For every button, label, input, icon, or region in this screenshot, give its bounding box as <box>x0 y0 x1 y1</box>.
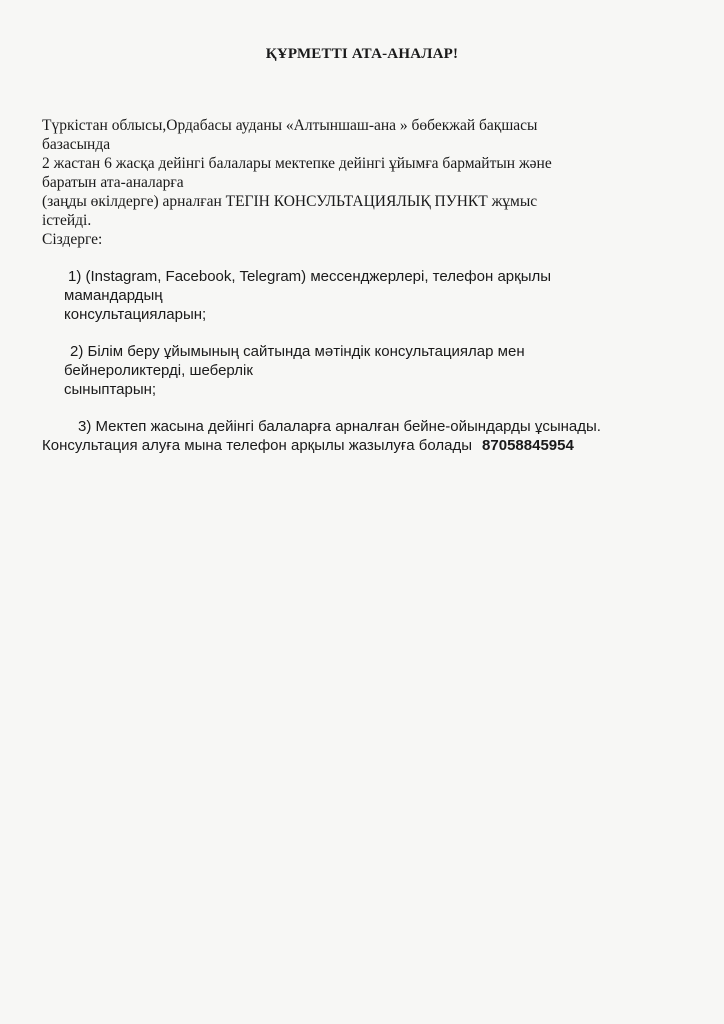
phone-number: 87058845954 <box>482 437 574 454</box>
list-item-3 <box>42 417 642 436</box>
list-item-line: мамандардың <box>64 287 163 304</box>
list-item-line: 3) Мектеп жасына дейінгі балаларға арналған бейне-ойындарды ұсынады. <box>78 418 601 435</box>
list-item-line: 1) (Instagram, Facebook, Telegram) мессенджерлері, телефон арқылы <box>68 268 552 285</box>
intro-line: баратын ата-аналарға <box>42 174 184 191</box>
intro-line: істейді. <box>42 212 92 229</box>
intro-line: (заңды өкілдерге) арналған ТЕГІН КОНСУЛЬТАЦИЯЛЫҚ ПУНКТ жұмыс <box>42 193 538 210</box>
intro-line: базасында <box>42 136 111 153</box>
list-item-line: сыныптарын; <box>64 381 157 398</box>
consultation-line <box>42 436 642 455</box>
list-item-line: консультацияларын; <box>64 306 207 323</box>
list-item-line: 2) Білім беру ұйымының сайтында мәтіндік консультациялар мен <box>70 343 525 360</box>
list-item-1 <box>42 267 642 324</box>
list-item-line: бейнероликтерді, шеберлік <box>64 362 253 379</box>
intro-line: Сіздерге: <box>42 231 103 248</box>
intro-line: Түркістан облысы,Ордабасы ауданы «Алтыншаш-ана » бөбекжай бақшасы <box>42 117 538 134</box>
consultation-text: Консультация алуға мына телефон арқылы жазылуға болады <box>42 437 473 454</box>
list-item-2 <box>42 342 642 399</box>
intro-line: 2 жастан 6 жасқа дейінгі балалары мектепке дейінгі ұйымға бармайтын және <box>42 155 552 172</box>
page-title: ҚҰРМЕТТІ АТА-АНАЛАР! <box>265 46 459 62</box>
document-body <box>42 116 642 455</box>
